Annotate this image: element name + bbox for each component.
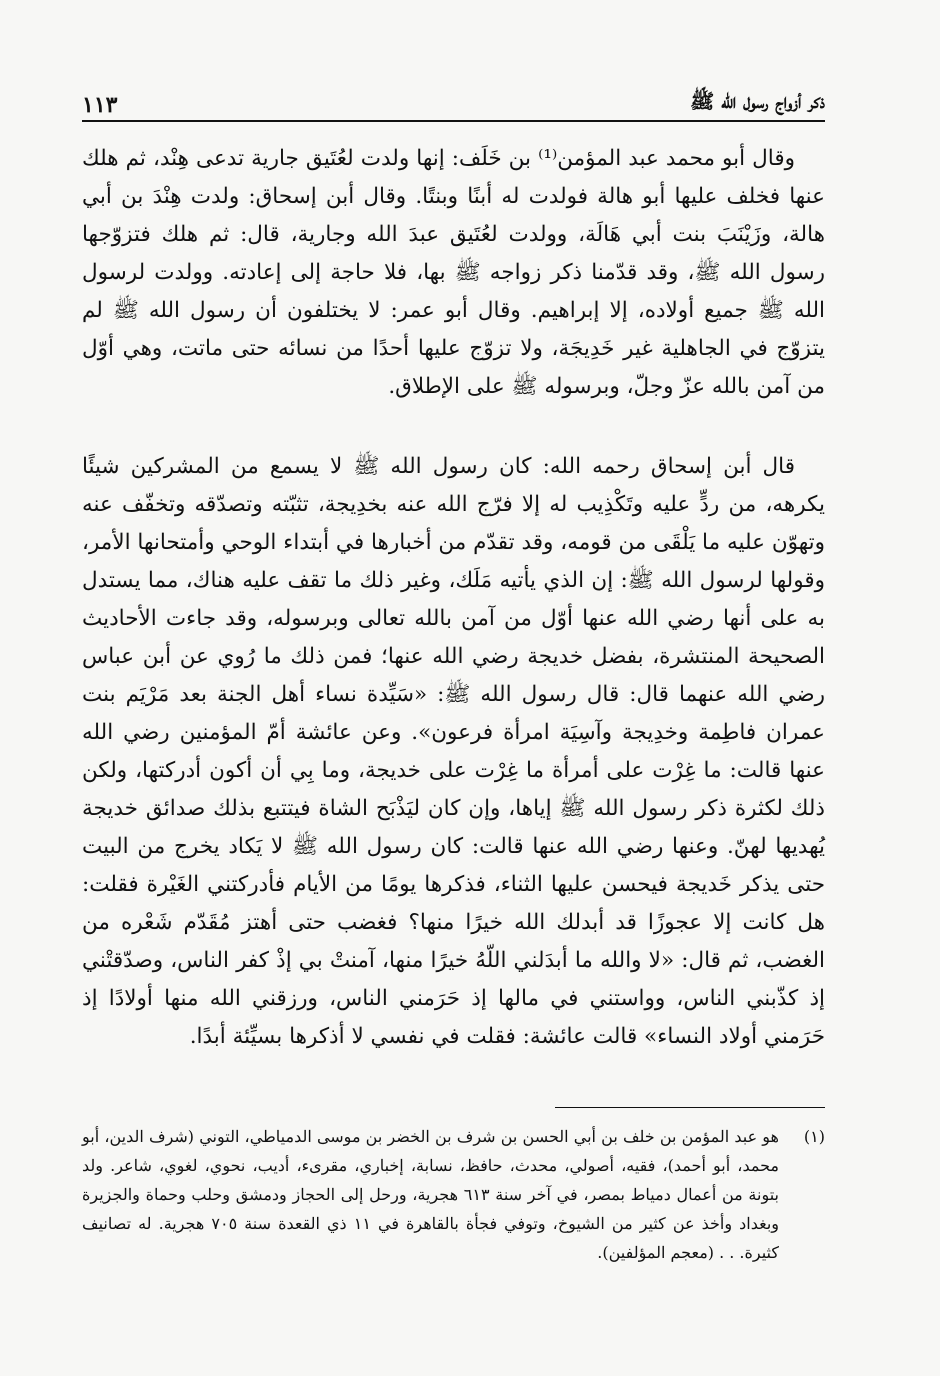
running-title: ذكر أزواج رسول الله ﷺ bbox=[690, 89, 825, 113]
page-header bbox=[82, 78, 825, 118]
footnote-text: هو عبد المؤمن بن خلف بن أبي الحسن بن شرف بن الخضر بن موسى الدمياطي، التوني (شرف الدين، أبو محمد، أبو أحمد)، فقيه، أصولي، محدث، حافظ، نسابة، إخباري، مقرىء، أديب، نحوي، لغوي، شاعر. ولد بتونة من أعمال دمياط بمصر، في آخر سنة ٦١٣ هجرية، ورحل إلى الحجاز ودمشق وحلب وحماة والجزيرة وبغداد وأخذ عن كثير من الشيوخ، وتوفي فجأة بالقاهرة في ١١ ذي القعدة سنة ٧٠٥ هجرية. له تصانيف كثيرة. . . (معجم المؤلفين). bbox=[82, 1127, 780, 1262]
paragraph-1: وقال أبو محمد عبد المؤمن⁽¹⁾ بن خَلَف: إنها ولدت لعُتَيق جارية تدعى هِنْد، ثم هلك عنها فخلف عليها أبو هالة فولدت له أبنًا وبنتًا. وقال أبن إسحاق: ولدت هِنْدَ بن أبي هالة، وزَيْنَبَ بنت أبي هَالَة، وولدت لعُتَيق عبدَ الله وجارية، قال: ثم هلك فتزوّجها رسول الله ﷺ، وقد قدّمنا ذكر زواجه ﷺ بها، فلا حاجة إلى إعادته. وولدت لرسول الله ﷺ جميع أولاده، إلا إبراهيم. وقال أبو عمر: لا يختلفون أن رسول الله ﷺ لم يتزوّج في الجاهلية غير خَدِيجَة، ولا تزوّج عليها أحدًا من نسائه حتى ماتت، وهي أوّل من آمن بالله عزّ وجلّ، وبرسوله ﷺ على الإطلاق. bbox=[82, 146, 825, 399]
page-number: ١١٣ bbox=[82, 92, 118, 118]
paragraph-2: قال أبن إسحاق رحمه الله: كان رسول الله ﷺ لا يسمع من المشركين شيئًا يكرهه، من ردٍّ عليه وتَكْذِيب له إلا فرّج الله عنه بخدِيجة، تثبّته وتصدّقه وتخفّف عنه وتهوّن عليه ما يَلْقَى من قومه، وقد تقدّم من أخبارها في أبتداء الوحي وأمتحانها الأمر، وقولها لرسول الله ﷺ: إن الذي يأتيه مَلَك، وغير ذلك ما تقف عليه هناك، مما يستدل به على أنها رضي الله عنها أوّل من آمن بالله تعالى وبرسوله، وقد جاءت الأحاديث الصحيحة المنتشرة، بفضل خديجة رضي الله عنها؛ فمن ذلك ما رُوي عن أبن عباس رضي الله عنهما قال: قال رسول الله ﷺ: «سَيِّدة نساء أهل الجنة بعد مَرْيَم بنت عمران فاطِمة وخدِيجة وآسِيَة امرأة فرعون». وعن عائشة أمّ المؤمنين رضي الله عنها قالت: ما غِرْت على أمرأة ما غِرْت على خديجة، وما بِي أن أكون أدركتها، ولكن ذلك لكثرة ذكر رسول الله ﷺ إياها، وإن كان ليَذْبَح الشاة فيتتبع بذلك صدائق خديجة يُهديها لهنّ. وعنها رضي الله عنها قالت: كان رسول الله ﷺ لا يَكاد يخرج من البيت حتى يذكر خَديجة فيحسن عليها الثناء، فذكرها يومًا من الأيام فأدركتني الغَيْرة فقلت: هل كانت إلا عجوزًا قد أبدلك الله خيرًا منها؟ فغضب حتى أهتز مُقَدّم شَعْره من الغضب، ثم قال: «لا والله ما أبدَلني اللّهُ خيرًا منها، آمنتْ بي إذْ كفر الناس، وصدّقتْني إذ كذّبني الناس، وواستني في مالها إذ حَرَمني الناس، ورزقني الله منها أولادًا إذ حَرَمني أولاد النساء» قالت عائشة: فقلت في نفسي لا أذكرها بسيِّئة أبدًا. bbox=[82, 454, 825, 1049]
footnote bbox=[82, 1122, 825, 1267]
footnote-rule bbox=[555, 1107, 825, 1108]
header-rule bbox=[82, 120, 825, 122]
main-text bbox=[82, 140, 825, 1056]
footnote-marker: (١) bbox=[803, 1127, 825, 1146]
